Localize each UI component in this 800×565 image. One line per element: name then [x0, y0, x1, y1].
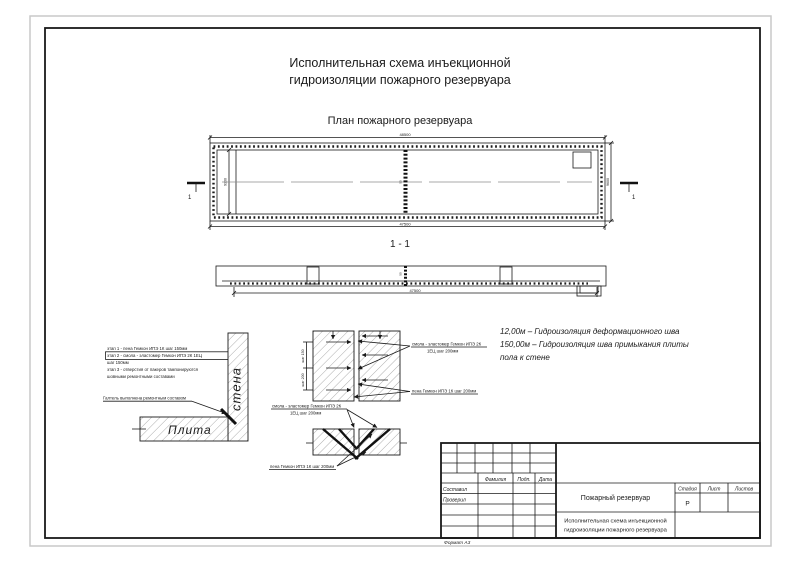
plan-dim-right: 9600 [606, 178, 610, 186]
column-name-header: Фамилия [484, 476, 507, 483]
stage-note-1: этап 1 - пена Гемкон ИПЭ 1К шаг 150мм [107, 346, 188, 351]
section-title: 1 - 1 [389, 239, 411, 250]
resin-label-top-2: 1ЕЦ шаг 200мм [427, 348, 459, 354]
resin-label-top: смола - эластомер Гемкон ИПЭ 2К [412, 341, 482, 347]
object-name: Пожарный резервуар [580, 495, 651, 502]
doc-title-line-2: гидроизоляции пожарного резервуара [564, 527, 667, 534]
dim-step-200: шаг 200 [301, 373, 305, 387]
section-marker-number: 1 [188, 195, 192, 201]
plan-joint-label: 50 [398, 180, 403, 184]
stage-value: Р [685, 500, 690, 508]
format-label: Формат А3 [444, 541, 471, 546]
foam-label-bottom: пена Гемкон ИПЭ 1К шаг 200мм [270, 464, 335, 469]
stage-note-2: этап 2 - смола - эластомер Гемкон ИПЭ 2К 1ЕЦ [107, 353, 202, 358]
resin-label-bottom-2: 1ЕЦ шаг 200мм [290, 410, 322, 416]
plan-dim-bottom: 47500 [399, 221, 411, 227]
section-dim-bottom: 47500 [409, 287, 421, 293]
column-sign-header: Подп. [517, 476, 531, 483]
row-checked-label: Проверил [443, 497, 466, 504]
plan-dim-left-inner: 9300 [223, 178, 228, 186]
stage-header: Стадия [678, 486, 697, 493]
section-marker-number: 1 [632, 195, 636, 201]
stage-note-3b: шовными ремонтными составами [107, 374, 175, 379]
legend-line-3: пола к стене [500, 353, 550, 362]
title-line-1: Исполнительная схема инъекционной [289, 56, 511, 70]
foam-label-top: пена Гемкон ИПЭ 1К шаг 200мм [412, 388, 477, 394]
wall-label: стена [228, 367, 244, 411]
legend-line-1: 12,00м – Гидроизоляция деформационного шва [500, 327, 680, 336]
stage-note-3: этап 3 - отверстия от пакеров тампонируются [107, 367, 198, 372]
column-date-header: Дата [538, 476, 553, 483]
resin-label-bottom: смола - эластомер Гемкон ИПЭ 2К [272, 403, 342, 409]
row-composed-label: Составил [443, 487, 467, 493]
title-line-2: гидроизоляции пожарного резервуара [289, 73, 511, 87]
sheet-header: Лист [707, 486, 721, 493]
doc-title-line-1: Исполнительная схема инъекционной [564, 518, 667, 525]
section-joint-label: 50 [398, 272, 403, 276]
plan-dim-top: 48500 [399, 132, 411, 137]
fillet-note: Галтель выполнена ремонтным составом [103, 395, 187, 401]
plan-title: План пожарного резервуара [327, 115, 473, 127]
stage-note-2b: шаг 150мм [107, 360, 129, 365]
dim-step-150: шаг 150 [301, 349, 305, 363]
slab-label: Плита [168, 423, 212, 437]
sheets-header: Листов [734, 486, 754, 493]
legend-line-2: 150,00м – Гидроизоляция шва примыкания плиты [500, 340, 689, 349]
